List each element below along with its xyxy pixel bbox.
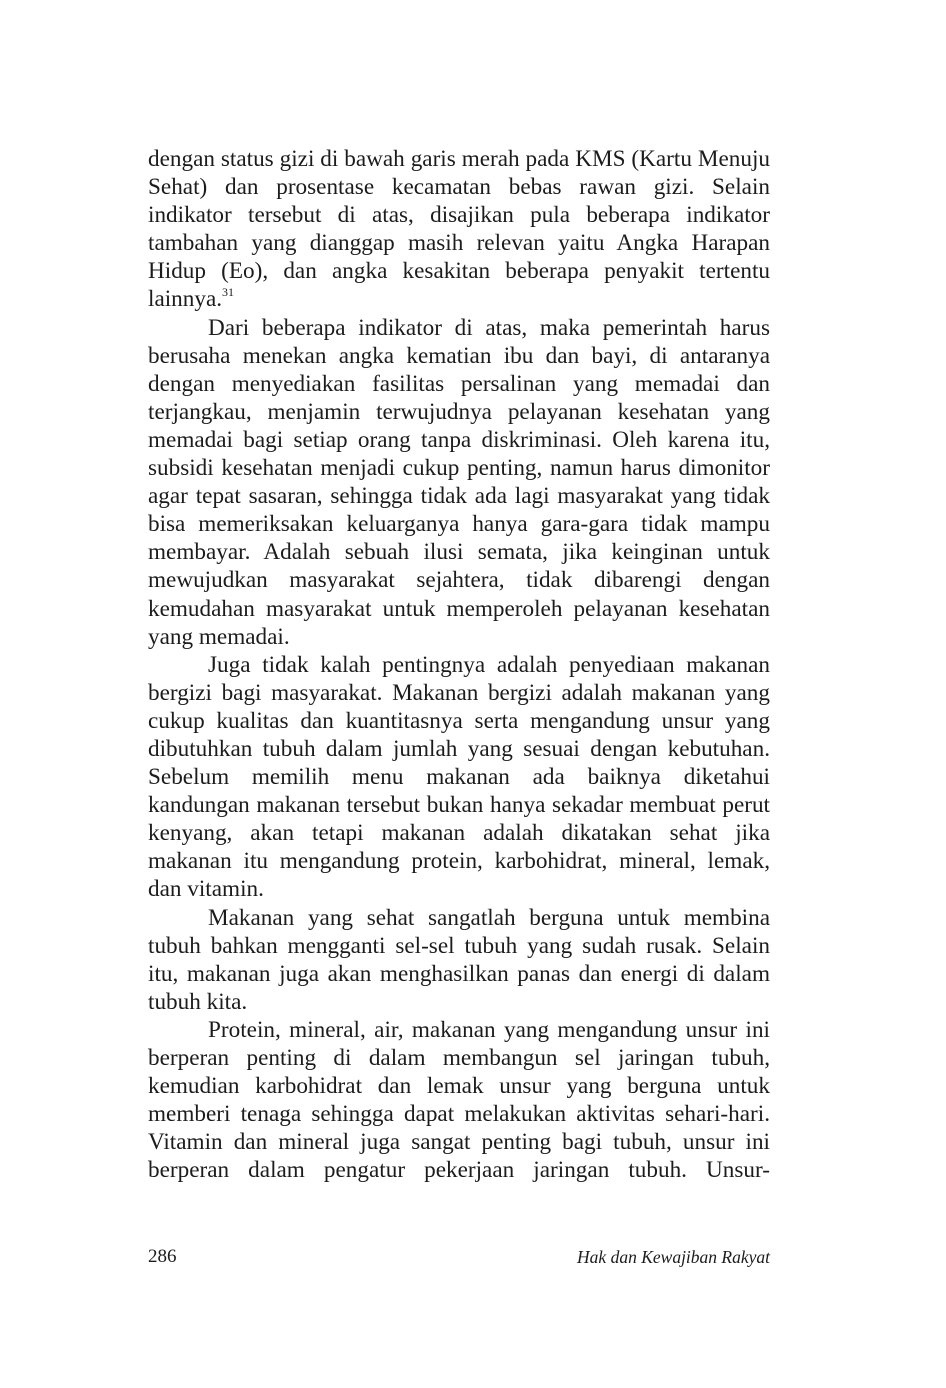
paragraph-1-text: dengan status gizi di bawah garis merah pada KMS (Kartu Menuju Sehat) dan prosentase kecamatan bebas rawan gizi. Selain indikator tersebut di atas, disajikan pula beberapa indikator tambahan yang dianggap masih relevan yaitu Angka Harapan Hidup (Eo), dan angka kesakitan beberapa penyakit tertentu lainnya. (148, 146, 770, 313)
body-text (148, 145, 770, 1184)
footnote-marker: 31 (222, 285, 235, 300)
running-title: Hak dan Kewajiban Rakyat (577, 1247, 770, 1267)
paragraph-2: Dari beberapa indikator di atas, maka pemerintah harus berusaha menekan angka kematian ibu dan bayi, di antaranya dengan menyediakan fasilitas persalinan yang memadai dan terjangkau, menjamin terwujudnya pelayanan kesehatan yang memadai bagi setiap orang tanpa diskriminasi. Oleh karena itu, subsidi kesehatan menjadi cukup penting, namun harus dimonitor agar tepat sasaran, sehingga tidak ada lagi masyarakat yang tidak bisa memeriksakan keluarganya hanya gara-gara tidak mampu membayar. Adalah sebuah ilusi semata, jika keinginan untuk mewujudkan masyarakat sejahtera, tidak dibarengi dengan kemudahan masyarakat untuk memperoleh pelayanan kesehatan yang memadai. (148, 314, 770, 650)
paragraph-1 (148, 145, 770, 314)
paragraph-4: Makanan yang sehat sangatlah berguna untuk membina tubuh bahkan mengganti sel-sel tubuh yang sudah rusak. Selain itu, makanan juga akan menghasilkan panas dan energi di dalam tubuh kita. (148, 904, 770, 1015)
paragraph-3: Juga tidak kalah pentingnya adalah penyediaan makanan bergizi bagi masyarakat. Makanan bergizi adalah makanan yang cukup kualitas dan kuantitasnya serta mengandung unsur yang dibutuhkan tubuh dalam jumlah yang sesuai dengan kebutuhan. Sebelum memilih menu makanan ada baiknya diketahui kandungan makanan tersebut bukan hanya sekadar membuat perut kenyang, akan tetapi makanan adalah dikatakan sehat jika makanan itu mengandung protein, karbohidrat, mineral, lemak, dan vitamin. (148, 651, 770, 903)
page-number: 286 (148, 1246, 177, 1267)
paragraph-5: Protein, mineral, air, makanan yang mengandung unsur ini berperan penting di dalam membangun sel jaringan tubuh, kemudian karbohidrat dan lemak unsur yang berguna untuk memberi tenaga sehingga dapat melakukan aktivitas sehari-hari. Vitamin dan mineral juga sangat penting bagi tubuh, unsur ini berperan dalam pengatur pekerjaan jaringan tubuh. Unsur- (148, 1016, 770, 1184)
page-footer (148, 1245, 770, 1269)
